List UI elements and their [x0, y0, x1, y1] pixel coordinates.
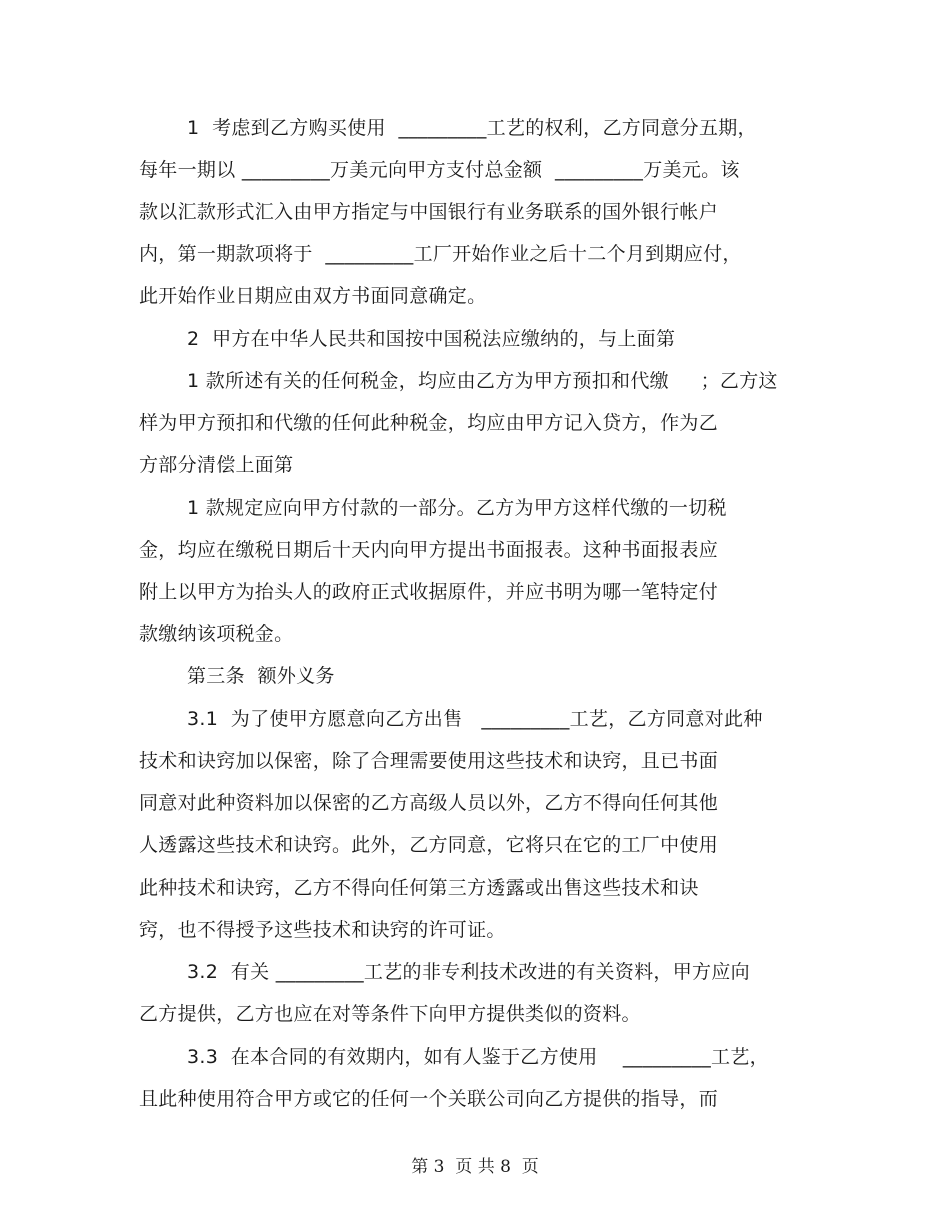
text-line: 技术和诀窍加以保密，除了合理需要使用这些技术和诀窍，且已书面	[139, 750, 719, 772]
text-line: 3.3 在本合同的有效期内，如有人鉴于乙方使用 _________工艺，	[187, 1046, 769, 1068]
text-line: 窍，也不得授予这些技术和诀窍的许可证。	[139, 919, 506, 941]
text-line: 样为甲方预扣和代缴的任何此种税金，均应由甲方记入贷方，作为乙	[139, 412, 719, 434]
text-line: 此种技术和诀窍，乙方不得向任何第三方透露或出售这些技术和诀	[139, 877, 699, 899]
text-line: 方部分清偿上面第	[139, 454, 294, 476]
text-line: 同意对此种资料加以保密的乙方高级人员以外，乙方不得向任何其他	[139, 792, 719, 814]
text-line: 内，第一期款项将于 _________工厂开始作业之后十二个月到期应付，	[139, 243, 742, 265]
text-line: 款缴纳该项税金。	[139, 623, 294, 645]
text-line: 附上以甲方为抬头人的政府正式收据原件，并应书明为哪一笔特定付	[139, 581, 719, 603]
section-heading: 第三条 额外义务	[187, 665, 335, 687]
text-line: 1 款规定应向甲方付款的一部分。乙方为甲方这样代缴的一切税	[187, 497, 727, 519]
text-line: 3.2 有关 _________工艺的非专利技术改进的有关资料，甲方应向	[187, 961, 750, 983]
text-line: 金，均应在缴税日期后十天内向甲方提出书面报表。这种书面报表应	[139, 539, 719, 561]
text-line: 且此种使用符合甲方或它的任何一个关联公司向乙方提供的指导，而	[139, 1088, 719, 1110]
text-line: 人透露这些技术和诀窍。此外，乙方同意，它将只在它的工厂中使用	[139, 834, 719, 856]
text-line: 1 考虑到乙方购买使用 _________工艺的权利，乙方同意分五期，	[187, 117, 757, 139]
text-line: 2 甲方在中华人民共和国按中国税法应缴纳的，与上面第	[187, 328, 676, 350]
text-line: 款以汇款形式汇入由甲方指定与中国银行有业务联系的国外银行帐户	[139, 201, 719, 223]
text-line: 乙方提供，乙方也应在对等条件下向甲方提供类似的资料。	[139, 1003, 641, 1025]
text-line: 每年一期以 _________万美元向甲方支付总金额 _________万美元。该	[139, 159, 740, 181]
page-number-footer: 第 3 页 共 8 页	[411, 1157, 539, 1177]
text-line: 3.1 为了使甲方愿意向乙方出售 _________工艺，乙方同意对此种	[187, 708, 763, 730]
text-line: 此开始作业日期应由双方书面同意确定。	[139, 285, 487, 307]
text-line: 1 款所述有关的任何税金，均应由乙方为甲方预扣和代缴 ；乙方这	[187, 370, 778, 392]
